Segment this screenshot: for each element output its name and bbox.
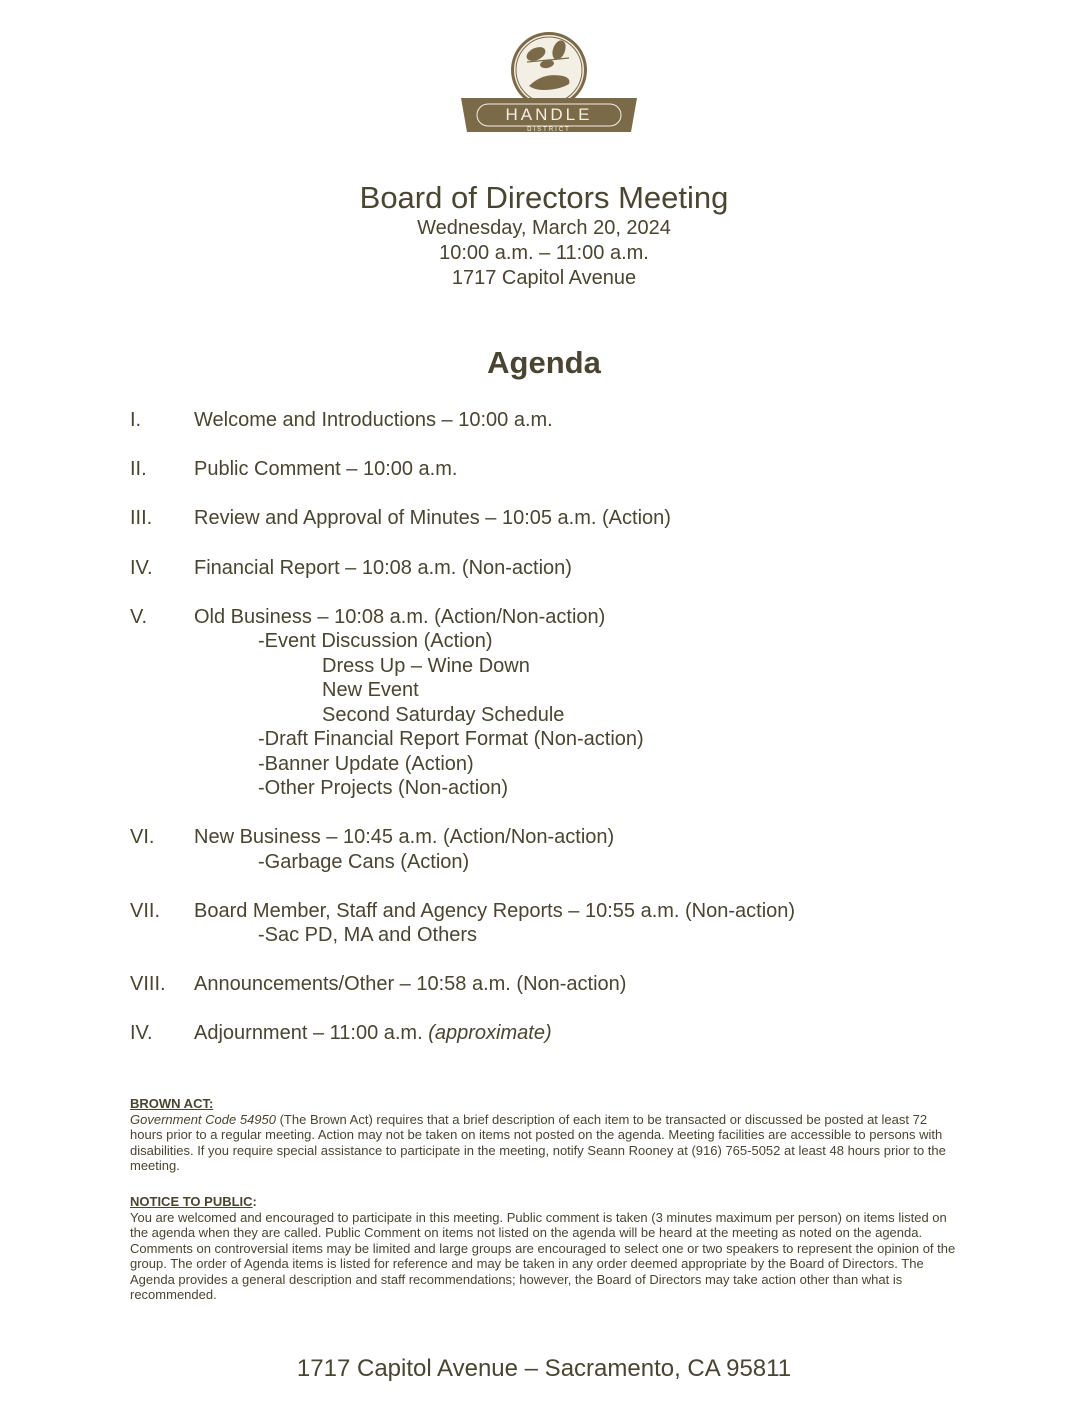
agenda-item: Old Business – 10:08 a.m. (Action/Non-action) — [194, 606, 606, 628]
item-number: VI. — [130, 826, 155, 848]
government-code: Government Code 54950 — [130, 1111, 276, 1127]
agenda-heading: Agenda — [487, 345, 601, 380]
footer-address: 1717 Capitol Avenue – Sacramento, CA 95811 — [296, 1355, 792, 1382]
agenda-item: Board Member, Staff and Agency Reports – 10:55 a.m. (Non-action) — [194, 900, 796, 922]
sub-sub-item: Dress Up – Wine Down — [322, 655, 530, 677]
svg-text:DISTRICT: DISTRICT — [527, 127, 571, 133]
svg-text:HANDLE: HANDLE — [505, 105, 593, 124]
meeting-title: Board of Directors Meeting — [359, 180, 729, 215]
sub-item: -Other Projects (Non-action) — [258, 777, 509, 799]
sub-item: -Garbage Cans (Action) — [258, 851, 470, 873]
item-number: IV. — [130, 557, 153, 579]
item-number: I. — [130, 409, 142, 431]
notice-colon: : — [252, 1194, 257, 1209]
meeting-location: 1717 Capitol Avenue — [451, 267, 637, 289]
item-number: II. — [130, 458, 147, 480]
sub-item: -Draft Financial Report Format (Non-action) — [258, 728, 644, 750]
agenda-item: Financial Report – 10:08 a.m. (Non-action) — [194, 557, 572, 579]
brown-act-section — [130, 1096, 960, 1174]
notice-heading: NOTICE TO PUBLIC — [130, 1194, 253, 1209]
sub-item: -Event Discussion (Action) — [258, 630, 493, 652]
sub-item: -Banner Update (Action) — [258, 753, 474, 775]
item-number: VII. — [130, 900, 161, 922]
item-number: V. — [130, 606, 148, 628]
sub-item: -Sac PD, MA and Others — [258, 924, 477, 946]
item-number: IV. — [130, 1022, 153, 1044]
agenda-item: New Business – 10:45 a.m. (Action/Non-action) — [194, 826, 615, 848]
agenda-item-note: (approximate) — [428, 1022, 552, 1044]
sub-sub-item: New Event — [322, 679, 419, 701]
item-number: III. — [130, 507, 153, 529]
agenda-item: Welcome and Introductions – 10:00 a.m. — [194, 409, 553, 431]
meeting-time: 10:00 a.m. – 11:00 a.m. — [439, 242, 649, 264]
brown-act-text: (The Brown Act) requires that a brief description of each item to be transacted or discussed be posted at least 72 hours prior to a regular meeting. Action may not be taken on items not posted on the agenda. Meeting facilities are accessible to persons with disabilities. If you require special assistance to participate in the meeting, notify Seann Rooney at (916) 765-5052 at least 48 hours prior to the meeting. — [130, 1111, 946, 1173]
agenda-item: Review and Approval of Minutes – 10:05 a.m. (Action) — [194, 507, 671, 529]
agenda-item-text: Adjournment – 11:00 a.m. — [194, 1022, 423, 1044]
agenda-item: Public Comment – 10:00 a.m. — [194, 458, 458, 480]
agenda-item: Announcements/Other – 10:58 a.m. (Non-action) — [194, 973, 627, 995]
notice-to-public-section — [130, 1194, 960, 1303]
brown-act-heading: BROWN ACT: — [130, 1096, 214, 1111]
item-number: VIII. — [130, 973, 166, 995]
meeting-date: Wednesday, March 20, 2024 — [417, 217, 671, 239]
brown-act-body — [130, 1112, 960, 1174]
handle-district-logo — [459, 28, 639, 136]
agenda-item — [194, 1021, 552, 1046]
notice-body: You are welcomed and encouraged to participate in this meeting. Public comment is taken (3 minutes maximum per person) on items listed on the agenda when they are called. Public Comment on items not listed on the agenda will be heard at the meeting as noted on the agenda. Comments on controversial items may be limited and large groups are encouraged to select one or two speakers to represent the opinion of the group. The order of Agenda items is listed for reference and may be taken in any order deemed appropriate by the Board of Directors. The Agenda provides a general description and staff recommendations; however, the Board of Directors may take action other than what is recommended. — [130, 1209, 956, 1302]
sub-sub-item: Second Saturday Schedule — [322, 704, 565, 726]
